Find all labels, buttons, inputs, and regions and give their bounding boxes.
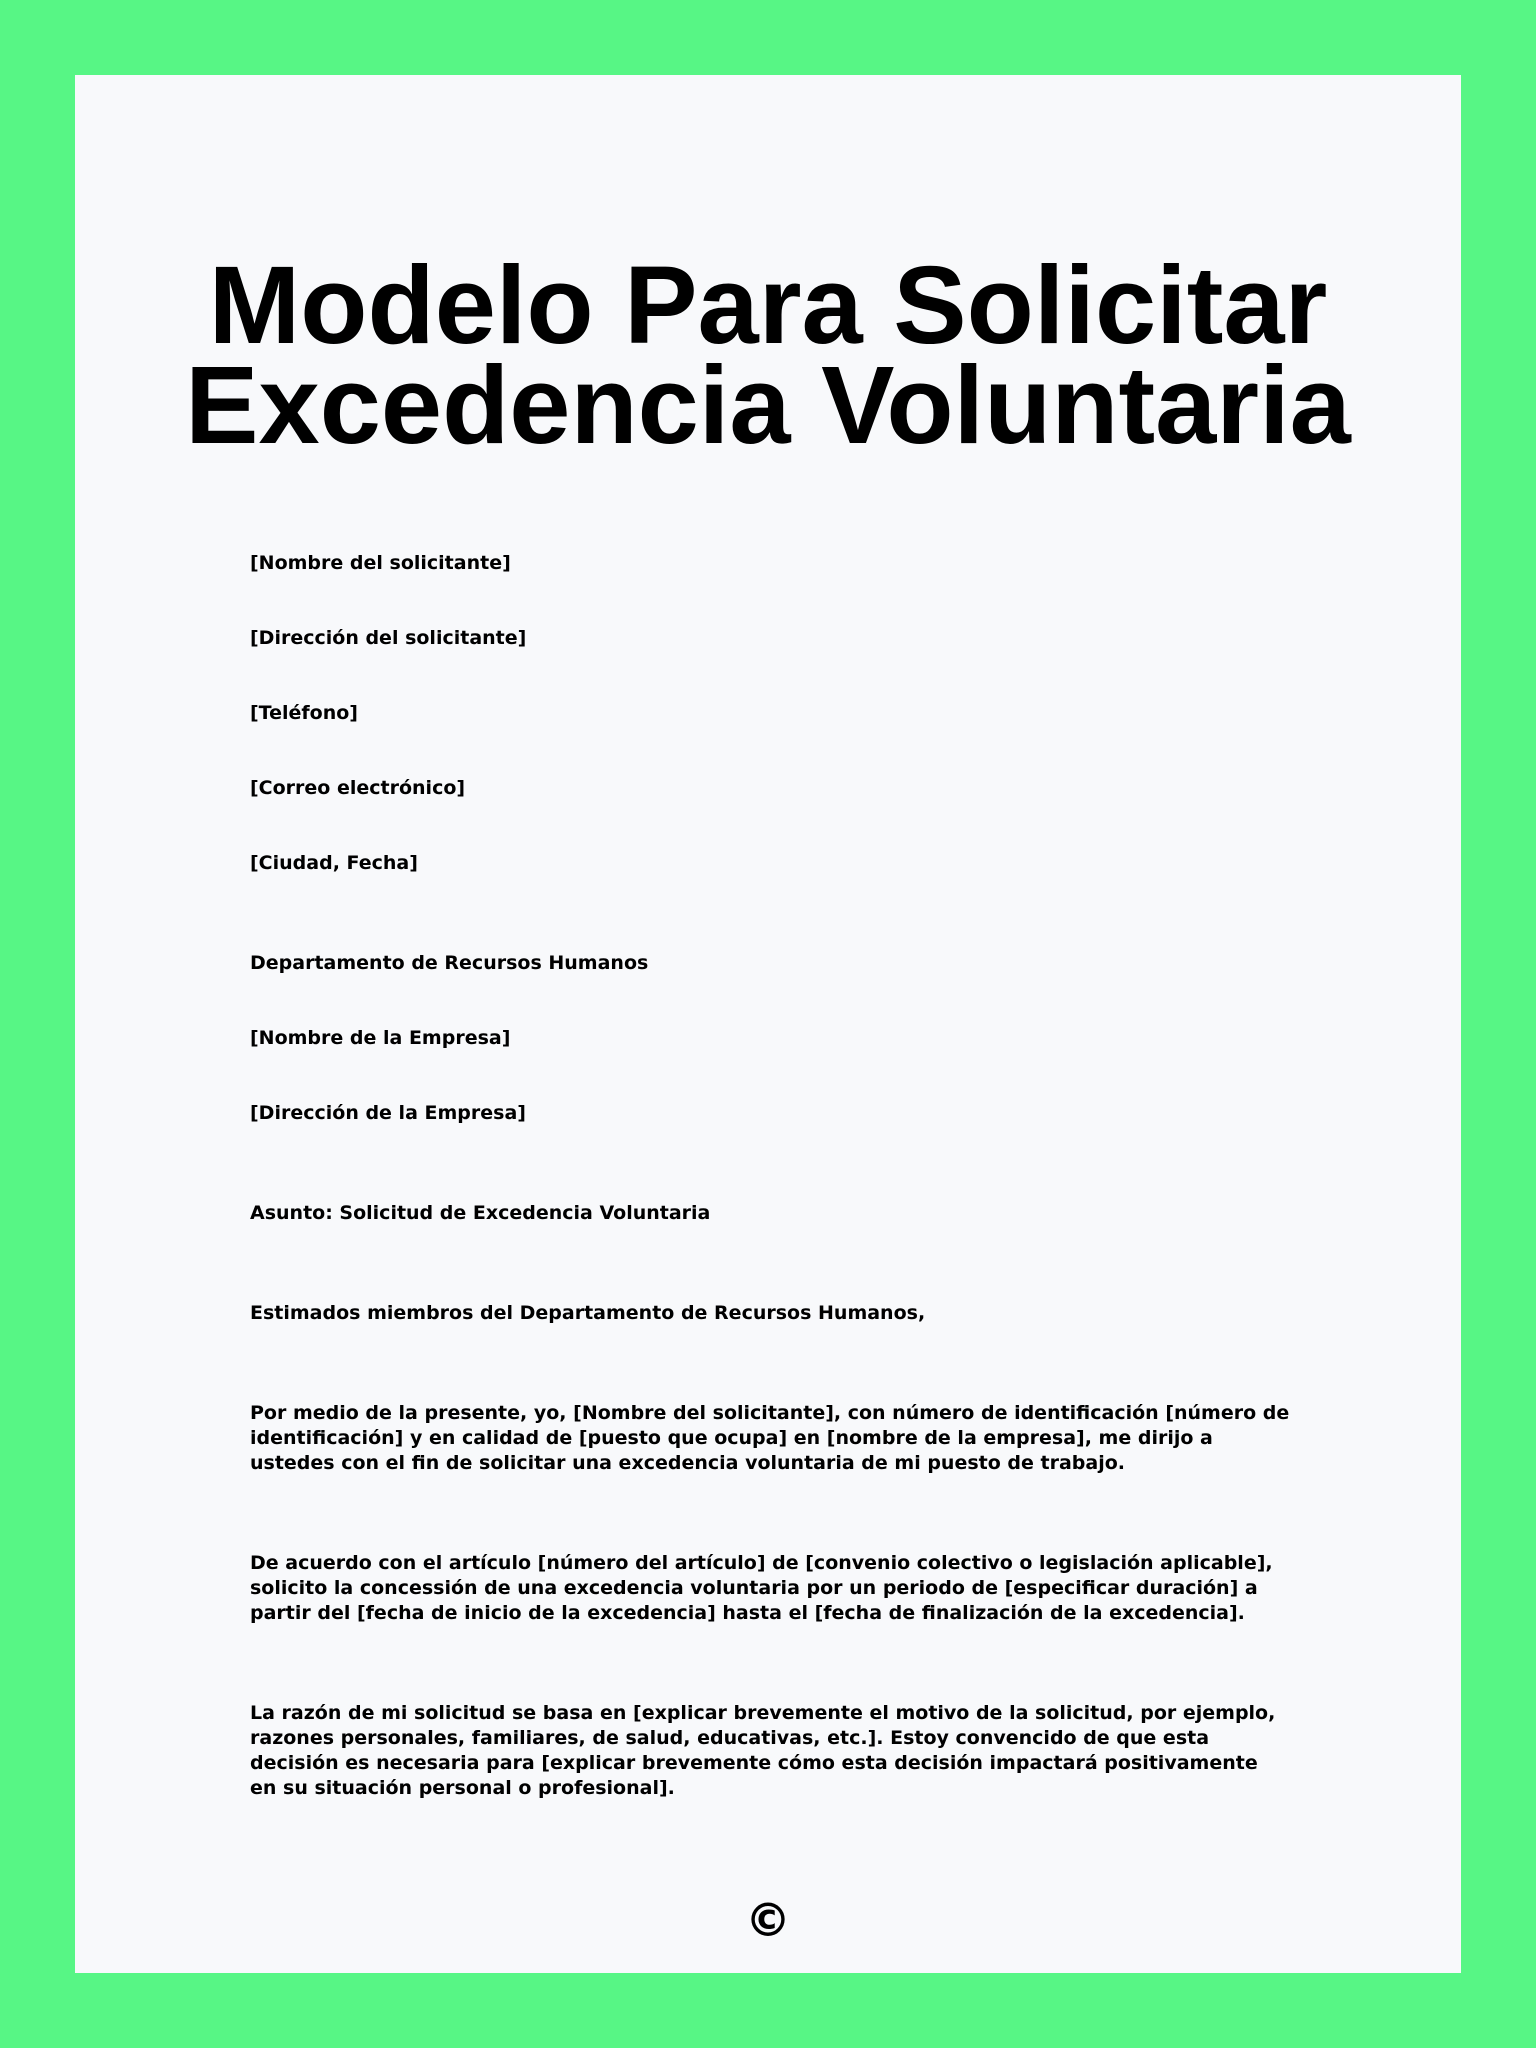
document-page <box>75 75 1461 1973</box>
sender-address: [Dirección del solicitante] <box>250 627 527 649</box>
letter-greeting: Estimados miembros del Departamento de Recursos Humanos, <box>250 1302 926 1324</box>
title-line-2: Excedencia Voluntaria <box>185 344 1351 467</box>
letter-paragraph-1: Por medio de la presente, yo, [Nombre del solicitante], con número de identificación [número de identificación] y en calidad de [puesto que ocupa] en [nombre de la empresa], me dirijo a ustedes con el fin de solicitar una excedencia voluntaria de mi puesto de trabajo. <box>250 1402 1290 1474</box>
sender-city-date: [Ciudad, Fecha] <box>250 852 418 874</box>
letter-subject: Asunto: Solicitud de Excedencia Voluntaria <box>250 1202 711 1224</box>
recipient-department: Departamento de Recursos Humanos <box>250 952 649 974</box>
recipient-company-address: [Dirección de la Empresa] <box>250 1102 526 1124</box>
title-line-1: Modelo Para Solicitar <box>208 244 1328 367</box>
letter-paragraph-3: La razón de mi solicitud se basa en [explicar brevemente el motivo de la solicitud, por ejemplo, razones personales, familiares, de salud, educativas, etc.]. Estoy convencido de que esta decisión es necesaria para [explicar brevemente cómo esta decisión impactará positivamente en su situación personal o profesional]. <box>250 1702 1276 1799</box>
sender-phone: [Teléfono] <box>250 702 358 724</box>
document-title <box>75 244 1461 467</box>
letter-paragraph-2: De acuerdo con el artículo [número del artículo] de [convenio colectivo o legislación aplicable], solicito la concessión de una excedencia voluntaria por un periodo de [especificar duración] a partir del [fecha de inicio de la excedencia] hasta el [fecha de finalización de la excedencia]. <box>250 1552 1273 1624</box>
recipient-company: [Nombre de la Empresa] <box>250 1027 511 1049</box>
copyright-icon: © <box>745 1893 791 1947</box>
sender-email: [Correo electrónico] <box>250 777 466 799</box>
sender-name: [Nombre del solicitante] <box>250 552 511 574</box>
